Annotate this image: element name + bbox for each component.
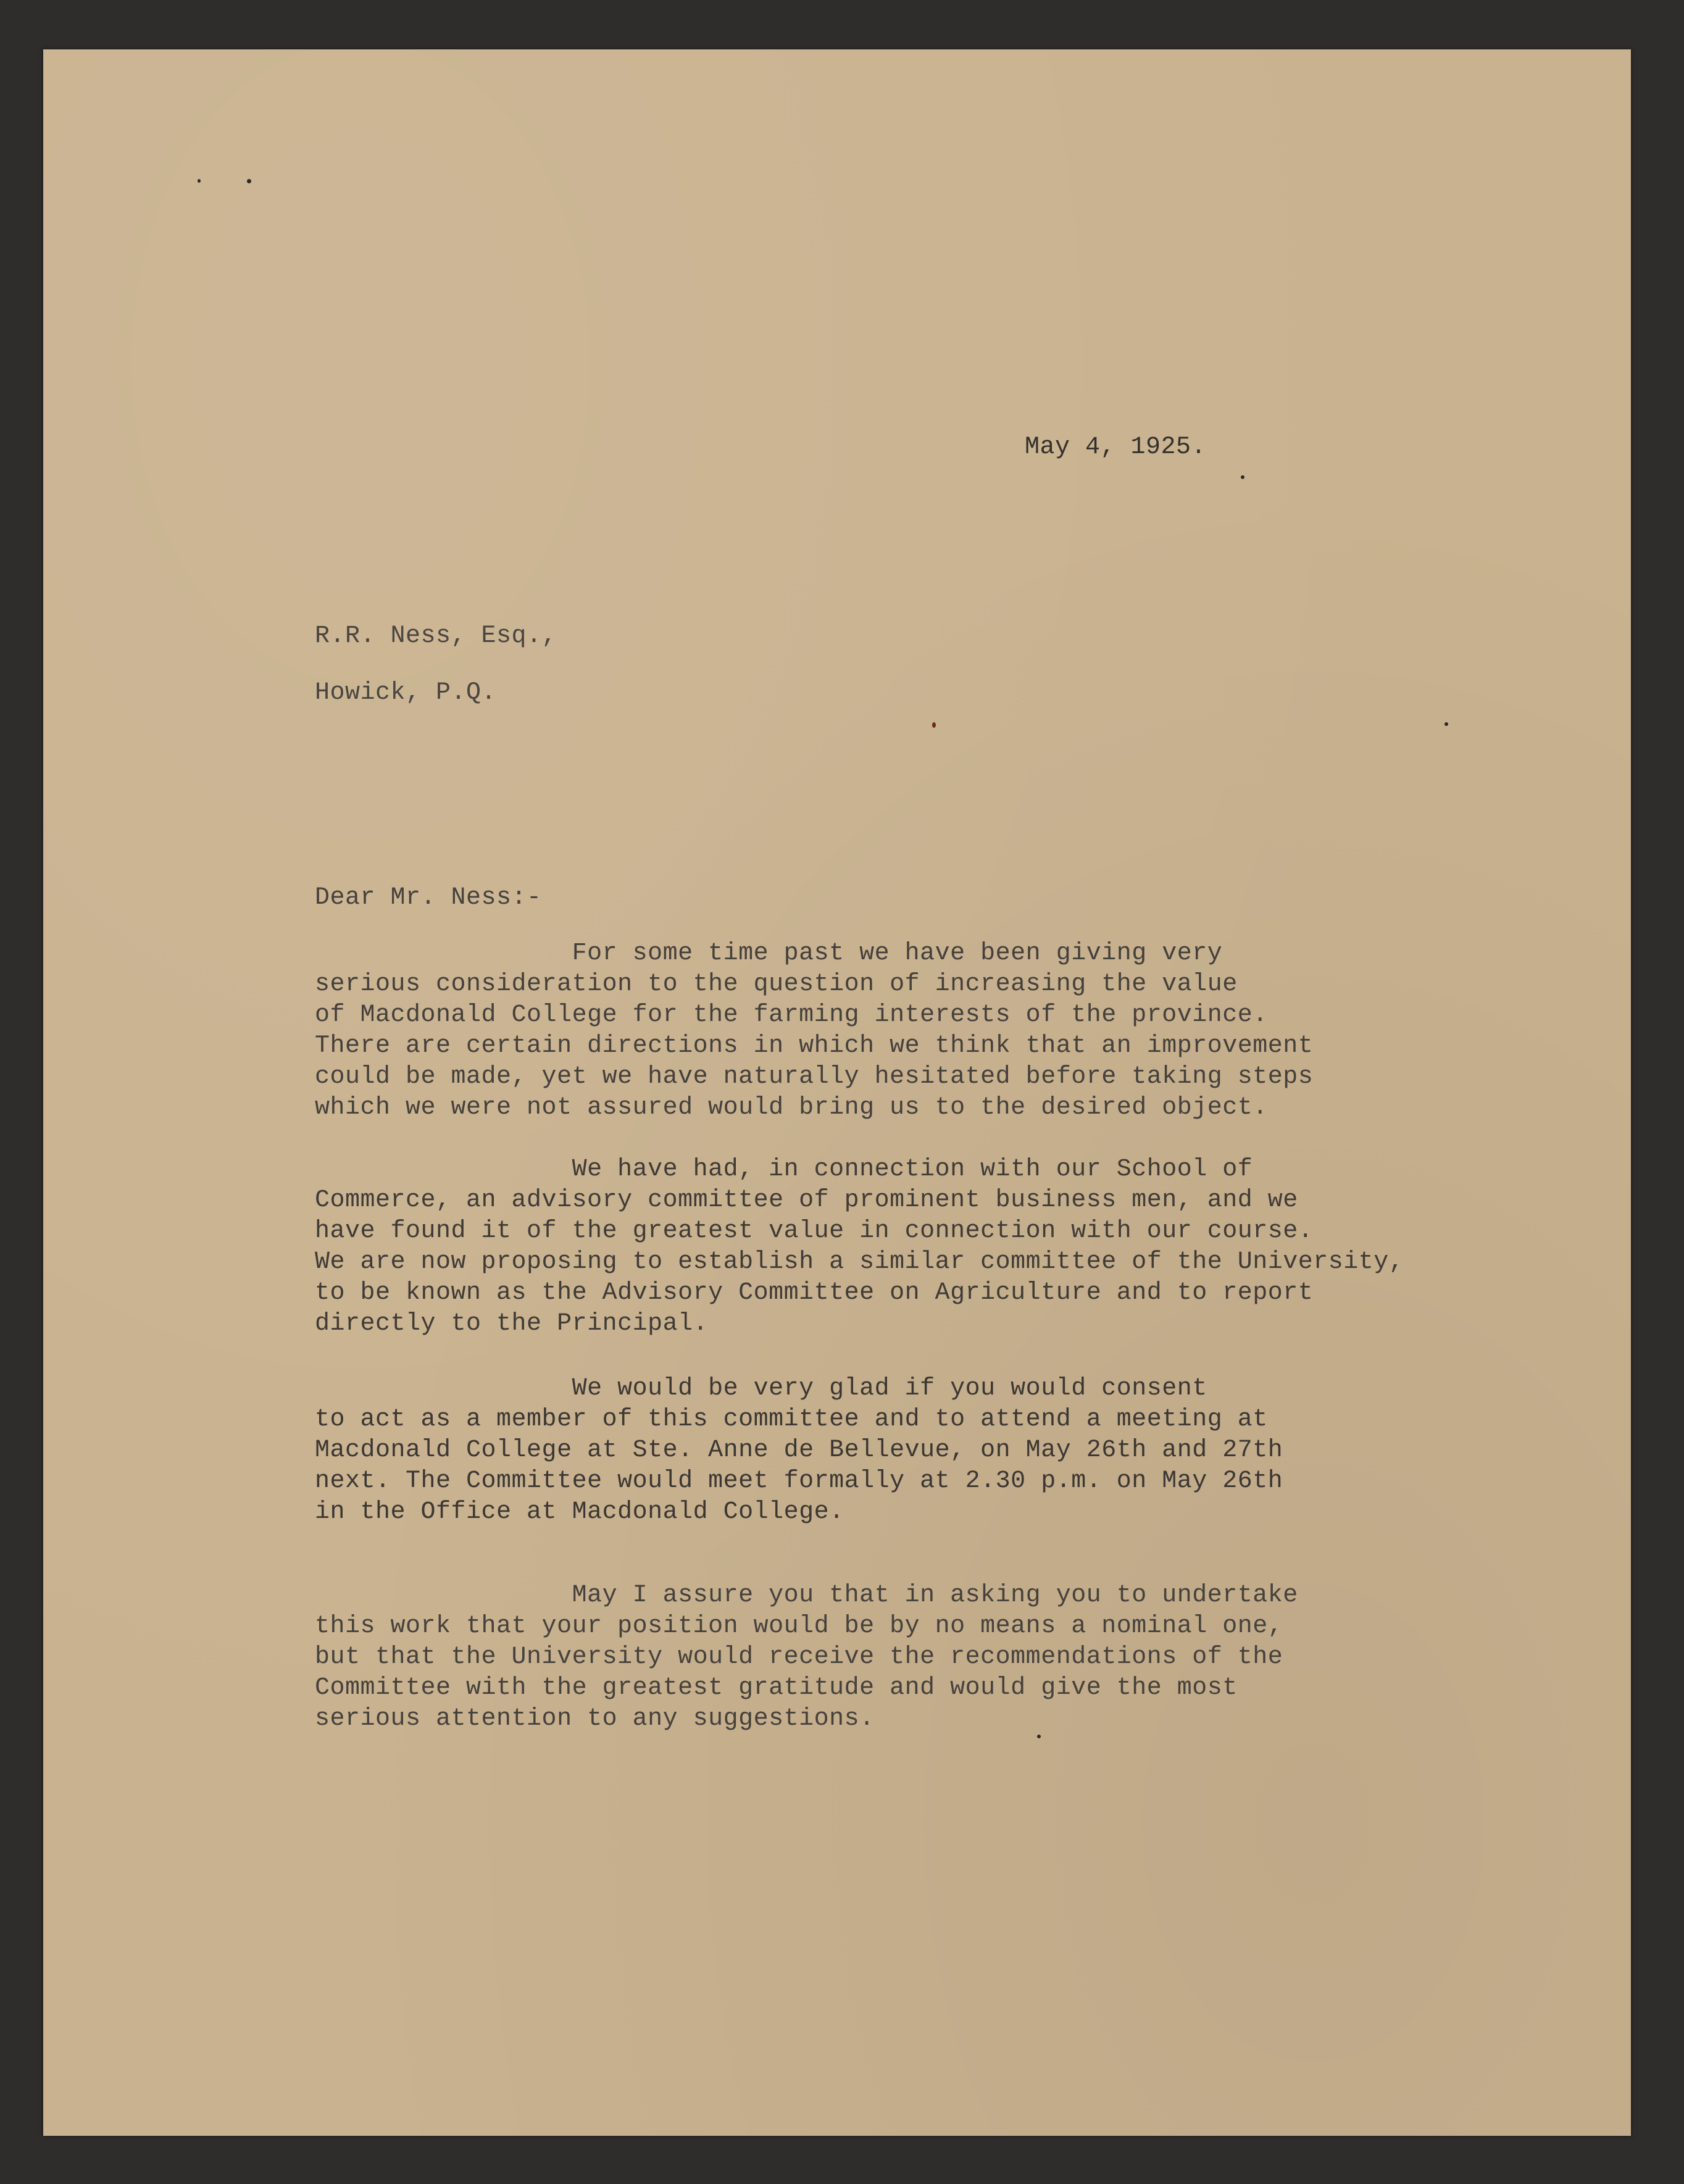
recipient-address [315, 608, 557, 722]
paragraph-line: this work that your position would be by no means a nominal one, [315, 1612, 1283, 1640]
paragraph-line: to be known as the Advisory Committee on Agriculture and to report [315, 1279, 1314, 1307]
paragraph-line: could be made, yet we have naturally hesitated before taking steps [315, 1063, 1314, 1091]
paragraph-line: serious attention to any suggestions. [315, 1705, 875, 1733]
paragraph-3 [315, 1373, 1283, 1528]
paragraph-line: but that the University would receive the recommendations of the [315, 1643, 1283, 1671]
recipient-location: Howick, P.Q. [315, 679, 497, 707]
paragraph-line: Committee with the greatest gratitude and would give the most [315, 1674, 1238, 1702]
paragraph-line: directly to the Principal. [315, 1310, 709, 1338]
paragraph-line: which we were not assured would bring us to the desired object. [315, 1094, 1268, 1122]
ink-speck [247, 179, 251, 183]
paragraph-line: There are certain directions in which we think that an improvement [315, 1032, 1314, 1060]
paragraph-line: We have had, in connection with our School of [315, 1156, 1253, 1183]
paragraph-line: of Macdonald College for the farming interests of the province. [315, 1001, 1268, 1029]
paragraph-line: We would be very glad if you would consent [315, 1375, 1207, 1403]
ink-speck [1037, 1735, 1041, 1738]
paragraph-2 [315, 1154, 1404, 1340]
letter-date: May 4, 1925. [1025, 433, 1207, 461]
paragraph-line: in the Office at Macdonald College. [315, 1498, 844, 1526]
salutation: Dear Mr. Ness:- [315, 884, 542, 912]
paragraph-line: have found it of the greatest value in connection with our course. [315, 1217, 1314, 1245]
recipient-name: R.R. Ness, Esq., [315, 622, 557, 650]
paragraph-line: For some time past we have been giving very [315, 940, 1223, 967]
paragraph-line: next. The Committee would meet formally at 2.30 p.m. on May 26th [315, 1467, 1283, 1495]
paragraph-1 [315, 938, 1313, 1123]
paragraph-line: Macdonald College at Ste. Anne de Bellevue, on May 26th and 27th [315, 1436, 1283, 1464]
paragraph-line: serious consideration to the question of increasing the value [315, 970, 1238, 998]
paragraph-line: Commerce, an advisory committee of prominent business men, and we [315, 1186, 1298, 1214]
paragraph-line: to act as a member of this committee and to attend a meeting at [315, 1406, 1268, 1433]
paragraph-4 [315, 1580, 1298, 1735]
paragraph-line: May I assure you that in asking you to undertake [315, 1582, 1298, 1609]
ink-speck [198, 179, 201, 183]
ink-speck [1444, 722, 1448, 726]
ink-speck [1241, 475, 1244, 479]
ink-speck [932, 722, 936, 728]
paragraph-line: We are now proposing to establish a similar committee of the University, [315, 1248, 1404, 1276]
